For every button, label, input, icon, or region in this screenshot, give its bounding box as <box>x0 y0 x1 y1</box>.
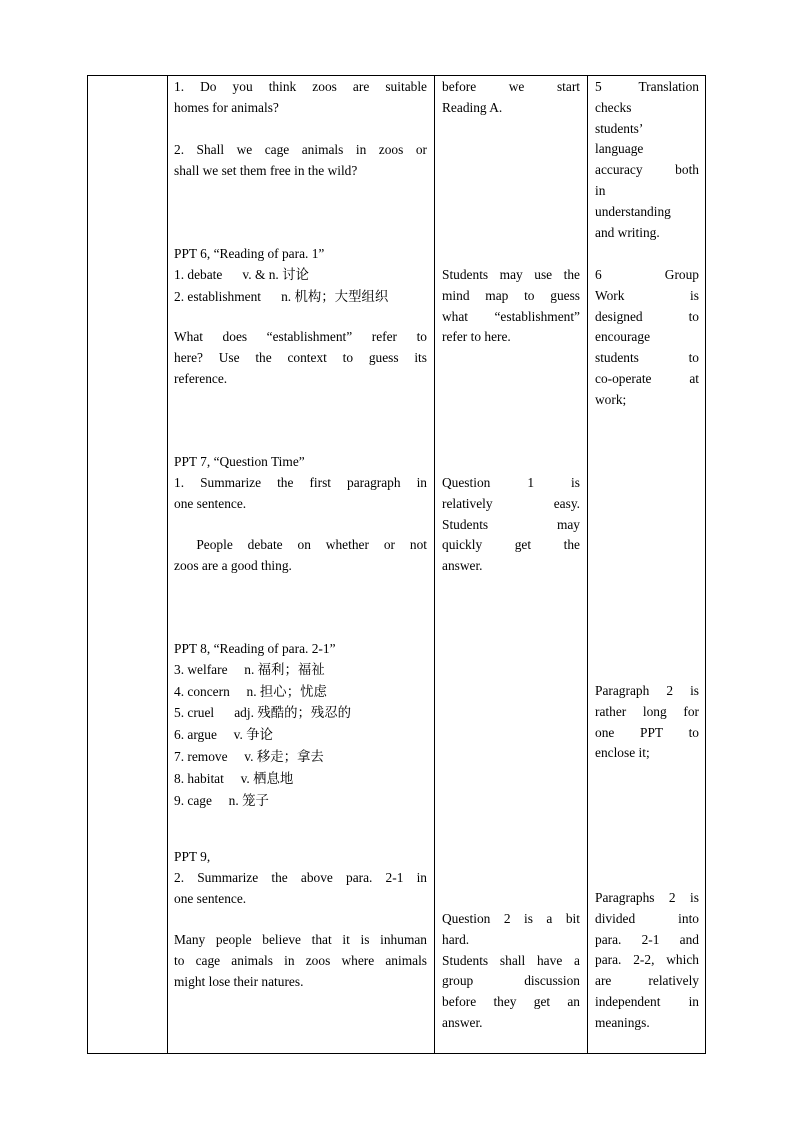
ppt6-question <box>174 327 427 389</box>
vocab-item <box>174 725 427 747</box>
question-text: here? Use the context to guess its <box>174 349 427 365</box>
vocab-meaning: 福利；福祉 <box>257 662 325 678</box>
rationale-text: in <box>595 182 606 198</box>
ppt-title: PPT 6, “Reading of para. 1” <box>174 246 325 261</box>
question-text: homes for animals? <box>174 99 279 115</box>
note-text: group discussion <box>442 973 580 989</box>
question-text: 1. Do you think zoos are suitable <box>174 79 427 94</box>
note-text: hard. <box>442 931 470 947</box>
vocab-word: 4. concern n. <box>174 683 257 699</box>
rationale-text: one PPT to <box>595 724 699 740</box>
ppt8-section <box>174 639 427 812</box>
note-text: relatively easy. <box>442 495 580 511</box>
vocab-item <box>174 682 427 704</box>
question-text: one sentence. <box>174 890 247 906</box>
answer-text: Many people believe that it is inhuman <box>174 932 427 947</box>
vocab-meaning: 笼子 <box>242 793 269 809</box>
rationale-text: para. 2-1 and <box>595 931 699 947</box>
vocab-item <box>174 660 427 682</box>
vocab-meaning: 讨论 <box>282 267 309 283</box>
rationale-text: meanings. <box>595 1014 650 1030</box>
vocab-item <box>174 769 427 791</box>
question-text: 1. Summarize the first paragraph in <box>174 474 427 490</box>
notes-column <box>442 76 580 1053</box>
rationale-text: are relatively <box>595 973 699 989</box>
rationale-text: checks <box>595 99 632 115</box>
note-1 <box>442 77 580 119</box>
vocab-word: 9. cage n. <box>174 792 239 808</box>
vocab-item <box>174 703 427 725</box>
rationale-text: designed to <box>595 308 699 324</box>
vocab-meaning: 机构；大型组织 <box>294 289 389 305</box>
vocab-word: 2. establishment n. <box>174 288 292 304</box>
ppt-title: PPT 8, “Reading of para. 2-1” <box>174 641 336 656</box>
vocab-word: 7. remove v. <box>174 748 254 764</box>
note-text: quickly get the <box>442 537 580 553</box>
vocab-word: 6. argue v. <box>174 727 243 743</box>
rationale-text: rather long for <box>595 703 699 719</box>
ppt7-section <box>174 452 427 514</box>
rationale-4 <box>595 888 699 1034</box>
answer-text: might lose their natures. <box>174 973 304 989</box>
note-text: Question 2 is a bit <box>442 911 580 926</box>
note-text: before they get an <box>442 994 580 1010</box>
lesson-plan-table <box>87 75 706 1054</box>
answer-text: to cage animals in zoos where animals <box>174 952 427 968</box>
answer-text: People debate on whether or not <box>174 537 427 552</box>
vocab-item <box>174 747 427 769</box>
rationale-text: 6 Group <box>595 267 699 282</box>
note-text: Question 1 is <box>442 475 580 490</box>
note-text: refer to here. <box>442 329 511 345</box>
vocab-word: 8. habitat v. <box>174 770 250 786</box>
warmup-questions <box>174 77 427 119</box>
note-text: answer. <box>442 1014 483 1030</box>
rationale-3 <box>595 681 699 764</box>
rationale-text: encourage <box>595 329 651 345</box>
rationale-2 <box>595 265 699 411</box>
note-3 <box>442 473 580 577</box>
question-text: shall we set them free in the wild? <box>174 162 358 178</box>
rationale-text: work; <box>595 391 627 407</box>
note-text: Students may use the <box>442 267 580 282</box>
vocab-meaning: 争论 <box>246 728 273 744</box>
rationale-text: accuracy both <box>595 162 699 178</box>
rationale-text: enclose it; <box>595 745 650 761</box>
ppt-title: PPT 7, “Question Time” <box>174 454 305 469</box>
rationale-text: 5 Translation <box>595 79 699 94</box>
rationale-text: Paragraph 2 is <box>595 683 699 698</box>
vocab-list <box>174 660 427 813</box>
question-text: one sentence. <box>174 495 247 511</box>
content-column <box>174 76 427 1053</box>
ppt-title: PPT 9, <box>174 849 211 864</box>
note-text: what “establishment” <box>442 308 580 324</box>
rationale-text: para. 2-2, which <box>595 952 699 968</box>
rationale-text: co-operate at <box>595 370 699 386</box>
note-text: mind map to guess <box>442 287 580 303</box>
answer-text: zoos are a good thing. <box>174 557 292 573</box>
rationale-text: students’ <box>595 120 644 136</box>
rationale-text: Paragraphs 2 is <box>595 890 699 905</box>
note-2 <box>442 265 580 348</box>
warmup-question-2 <box>174 140 427 182</box>
vocab-word: 5. cruel adj. <box>174 705 254 721</box>
note-4 <box>442 909 580 1034</box>
vocab-meaning: 担心；忧虑 <box>259 684 327 700</box>
question-text: reference. <box>174 370 228 386</box>
vocab-item <box>174 287 427 309</box>
rationale-text: language <box>595 141 644 157</box>
rationale-text: Work is <box>595 287 699 303</box>
note-text: Students shall have a <box>442 952 580 968</box>
question-text: 2. Summarize the above para. 2-1 in <box>174 869 427 885</box>
vocab-meaning: 移走；拿去 <box>256 749 324 765</box>
rationale-text: and writing. <box>595 224 660 240</box>
ppt9-answer <box>174 930 427 992</box>
column-divider <box>587 76 588 1053</box>
vocab-meaning: 栖息地 <box>253 771 294 787</box>
note-text: before we start <box>442 79 580 94</box>
note-text: Reading A. <box>442 99 503 115</box>
vocab-item <box>174 265 427 287</box>
ppt6-section <box>174 244 427 308</box>
vocab-word: 1. debate v. & n. <box>174 266 279 282</box>
rationale-text: students to <box>595 350 699 366</box>
rationale-text: independent in <box>595 993 699 1009</box>
vocab-item <box>174 791 427 813</box>
vocab-word: 3. welfare n. <box>174 661 255 677</box>
rationale-1 <box>595 77 699 243</box>
question-text: 2. Shall we cage animals in zoos or <box>174 142 427 157</box>
column-divider <box>167 76 168 1053</box>
rationale-column <box>595 76 699 1053</box>
rationale-text: divided into <box>595 910 699 926</box>
column-divider <box>434 76 435 1053</box>
note-text: answer. <box>442 558 483 574</box>
ppt7-answer <box>174 535 427 577</box>
question-text: What does “establishment” refer to <box>174 329 427 344</box>
rationale-text: understanding <box>595 203 671 219</box>
ppt9-section <box>174 847 427 909</box>
vocab-meaning: 残酷的；残忍的 <box>257 706 352 722</box>
note-text: Students may <box>442 516 580 532</box>
